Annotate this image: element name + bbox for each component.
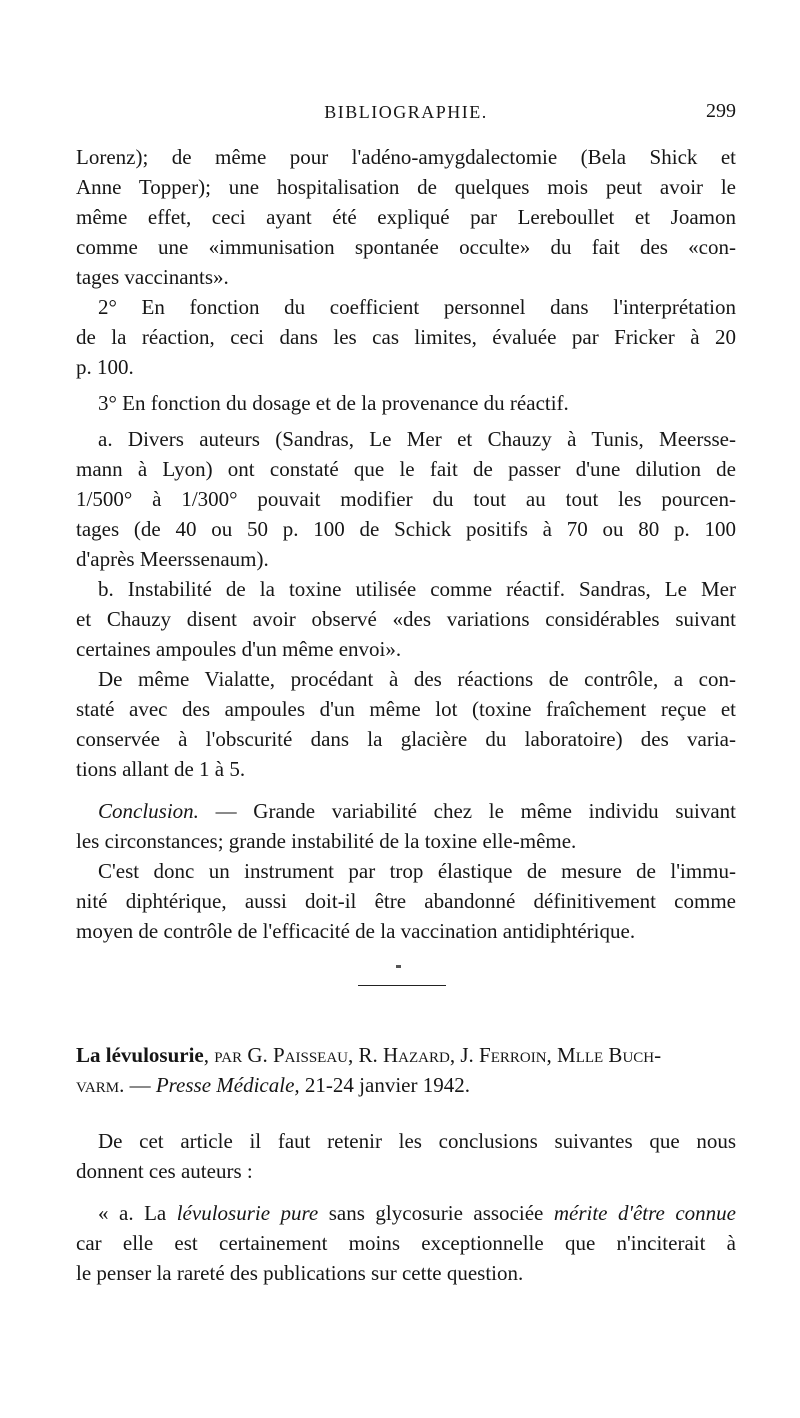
text-line: nité diphtérique, aussi doit-il être abandonné définitivement comme (76, 889, 736, 913)
text-line: Lorenz); de même pour l'adéno-amygdalectomie (Bela Shick et (76, 145, 736, 169)
text-line: mann à Lyon) ont constaté que le fait de passer d'une dilution de (76, 457, 736, 481)
section-divider (358, 985, 446, 986)
text-line: moyen de contrôle de l'efficacité de la vaccination antidiphtérique. (76, 919, 636, 943)
text-line: tages vaccinants». (76, 265, 229, 289)
review-citation-line (76, 1070, 736, 1100)
separator-dot (396, 965, 401, 968)
text-line: p. 100. (76, 355, 134, 379)
text-line: comme une «immunisation spontanée occulte» du fait des «con- (76, 235, 736, 259)
review-authors-cont: varm. — (76, 1073, 156, 1097)
review-date: 21-24 janvier 1942. (299, 1073, 470, 1097)
quote-italic: mérite d'être connue (553, 1201, 736, 1225)
quote-italic: lévulosurie pure (176, 1201, 319, 1225)
text-line: tages (de 40 ou 50 p. 100 de Schick positifs à 70 ou 80 p. 100 (76, 517, 736, 541)
text-line: le penser la rareté des publications sur cette question. (76, 1261, 524, 1285)
conclusion-text: — Grande variabilité chez le même individu suivant (198, 799, 736, 823)
text-line: car elle est certainement moins exceptionnelle que n'inciterait à (76, 1231, 736, 1255)
text-line: 3° En fonction du dosage et de la provenance du réactif. (98, 391, 569, 415)
text-line: d'après Meerssenaum). (76, 547, 269, 571)
text-line: b. Instabilité de la toxine utilisée comme réactif. Sandras, Le Mer (98, 577, 736, 601)
review-authors: , par G. Paisseau, R. Hazard, J. Ferroin, Mlle Buch- (203, 1043, 662, 1067)
review-title: La lévulosurie (76, 1043, 204, 1067)
quote-first-line (98, 1198, 736, 1228)
text-line: De même Vialatte, procédant à des réactions de contrôle, a con- (98, 667, 736, 691)
conclusion-label: Conclusion. (98, 799, 199, 823)
text-line: certaines ampoules d'un même envoi». (76, 637, 402, 661)
review-heading-line (76, 1040, 736, 1070)
text-line: tions allant de 1 à 5. (76, 757, 246, 781)
review-journal: Presse Médicale, (155, 1073, 300, 1097)
text-line: C'est donc un instrument par trop élastique de mesure de l'immu- (98, 859, 736, 883)
page-number: 299 (706, 100, 736, 122)
text-line: Anne Topper); une hospitalisation de quelques mois peut avoir le (76, 175, 736, 199)
text-line: staté avec des ampoules d'un même lot (toxine fraîchement reçue et (76, 697, 736, 721)
text-line: de la réaction, ceci dans les cas limites, évaluée par Fricker à 20 (76, 325, 736, 349)
page-header (76, 100, 736, 132)
text-line: même effet, ceci ayant été expliqué par Lereboullet et Joamon (76, 205, 736, 229)
text-line: 1/500° à 1/300° pouvait modifier du tout au tout les pourcen- (76, 487, 736, 511)
conclusion-first-line (98, 796, 736, 826)
text-line: et Chauzy disent avoir observé «des variations considérables suivant (76, 607, 736, 631)
text-line: donnent ces auteurs : (76, 1159, 253, 1183)
text-line: conservée à l'obscurité dans la glacière du laboratoire) des varia- (76, 727, 736, 751)
text-line: les circonstances; grande instabilité de la toxine elle-même. (76, 829, 577, 853)
quote-mid: sans glycosurie associée (318, 1201, 554, 1225)
text-line: 2° En fonction du coefficient personnel dans l'interprétation (98, 295, 736, 319)
quote-start: « a. La (98, 1201, 177, 1225)
running-title: BIBLIOGRAPHIE. (324, 102, 488, 122)
text-line: a. Divers auteurs (Sandras, Le Mer et Chauzy à Tunis, Meersse- (98, 427, 736, 451)
text-line: De cet article il faut retenir les conclusions suivantes que nous (98, 1129, 736, 1153)
